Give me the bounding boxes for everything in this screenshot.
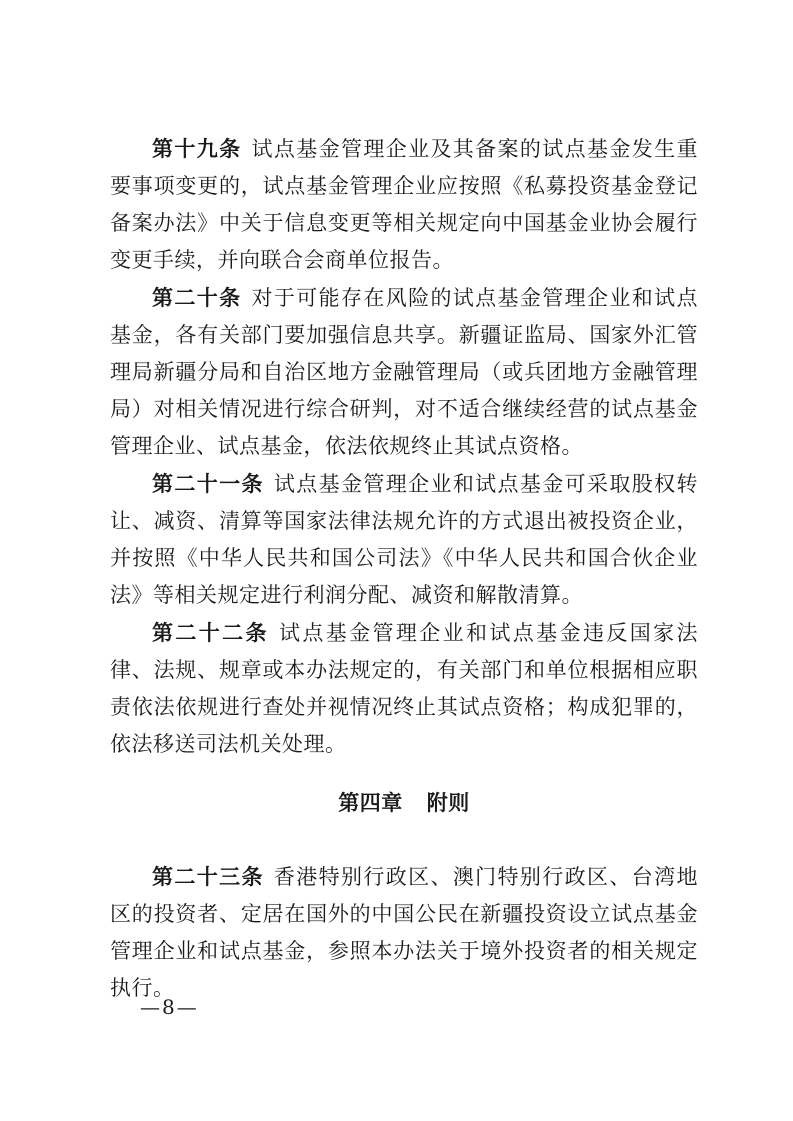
article-text: 试点基金管理企业和试点基金违反国家法律、法规、规章或本办法规定的，有关部门和单位根据相应职责依法依规进行查处并视情况终止其试点资格；构成犯罪的，依法移送司法机关处理。 <box>110 621 699 756</box>
page-number: —8— <box>140 995 199 1019</box>
chapter-number: 第四章 <box>338 791 403 815</box>
article-21 <box>110 465 698 614</box>
article-22 <box>110 614 698 763</box>
article-number: 第二十条 <box>152 285 242 310</box>
article-number: 第二十三条 <box>152 864 264 889</box>
article-number: 第二十一条 <box>152 471 264 496</box>
article-text: 试点基金管理企业和试点基金可采取股权转让、减资、清算等国家法律法规允许的方式退出被投资企业，并按照《中华人民共和国公司法》《中华人民共和国合伙企业法》等相关规定进行利润分配、减资和解散清算。 <box>110 472 699 607</box>
article-19 <box>110 130 698 279</box>
article-number: 第二十二条 <box>152 620 269 645</box>
chapter-title: 附则 <box>426 791 470 815</box>
article-text: 试点基金管理企业及其备案的试点基金发生重要事项变更的，试点基金管理企业应按照《私募投资基金登记备案办法》中关于信息变更等相关规定向中国基金业协会履行变更手续，并向联合会商单位报告。 <box>110 137 699 272</box>
article-23 <box>110 858 698 1007</box>
article-text: 对于可能存在风险的试点基金管理企业和试点基金，各有关部门要加强信息共享。新疆证监局、国家外汇管理局新疆分局和自治区地方金融管理局（或兵团地方金融管理局）对相关情况进行综合研判，对不适合继续经营的试点基金管理企业、试点基金，依法依规终止其试点资格。 <box>110 286 699 458</box>
document-body <box>110 130 698 1007</box>
article-text: 香港特别行政区、澳门特别行政区、台湾地区的投资者、定居在国外的中国公民在新疆投资设立试点基金管理企业和试点基金，参照本办法关于境外投资者的相关规定执行。 <box>110 865 699 1000</box>
chapter-heading <box>110 785 698 822</box>
article-number: 第十九条 <box>152 136 242 161</box>
article-20 <box>110 279 698 465</box>
